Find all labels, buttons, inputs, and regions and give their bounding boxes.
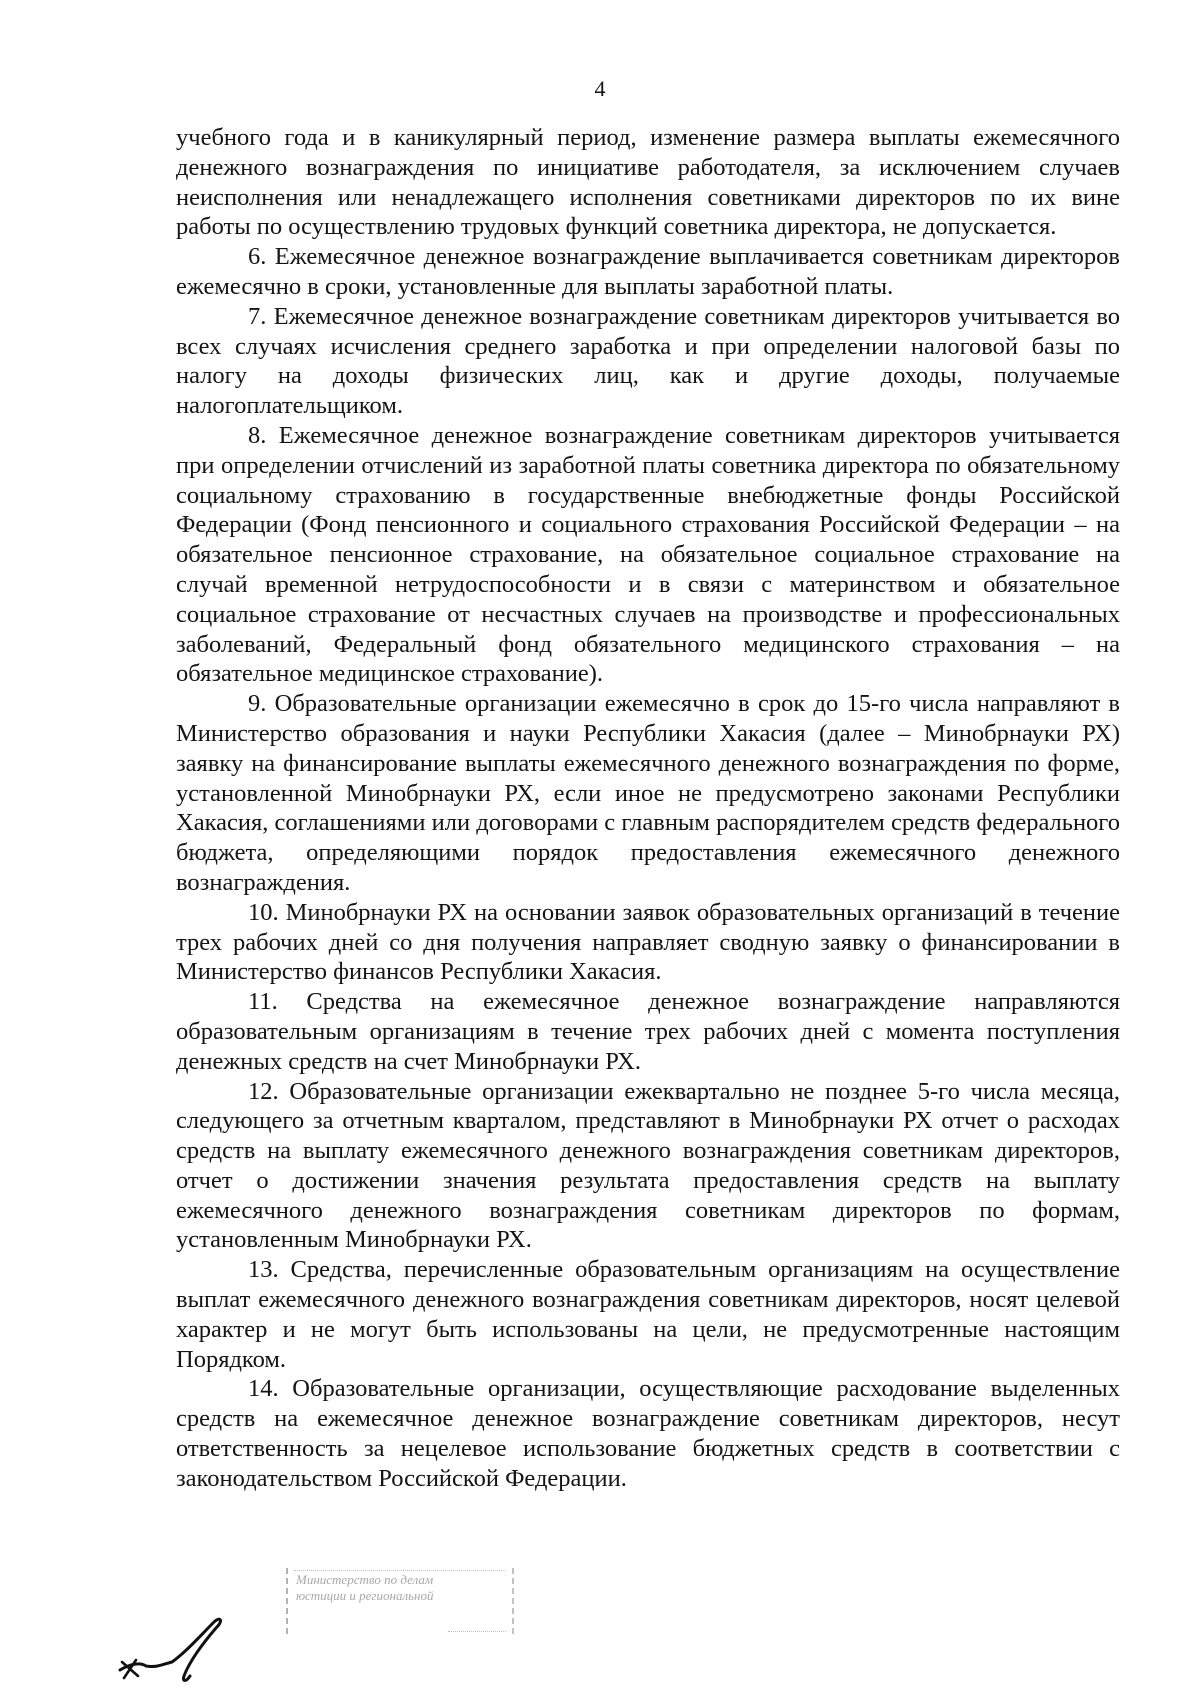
handwritten-signature (116, 1612, 236, 1688)
stamp-line-2: юстиции и региональной (296, 1588, 434, 1603)
page-number: 4 (594, 76, 606, 101)
registration-stamp (286, 1568, 514, 1634)
paragraph-12: 12. Образовательные организации ежеквартально не позднее 5-го числа месяца, следующего за отчетным кварталом, представляют в Минобрнауки РХ отчет о расходах средств на выплату ежемесячного денежного вознаграждения советникам директоров, отчет о достижении значения результата предоставления средств на выплату ежемесячного денежного вознаграждения советникам директоров по формам, установленным Минобрнауки РХ. (176, 1077, 1120, 1254)
paragraph-14: 14. Образовательные организации, осуществляющие расходование выделенных средств на ежемесячное денежное вознаграждение советникам директоров, несут ответственность за нецелевое использование бюджетных средств в соответствии с законодательством Российской Федерации. (176, 1375, 1120, 1492)
paragraph-continuation: учебного года и в каникулярный период, изменение размера выплаты ежемесячного денежного вознаграждения по инициативе работодателя, за исключением случаев неисполнения или ненадлежащего исполнения советниками директоров по их вине работы по осуществлению трудовых функций советника директора, не допускается. (176, 124, 1120, 241)
paragraph-6: 6. Ежемесячное денежное вознаграждение выплачивается советникам директоров ежемесячно в сроки, установленные для выплаты заработной платы. (176, 243, 1120, 300)
document-body (176, 123, 1120, 1494)
stamp-top-rule (294, 1570, 506, 1571)
signature-stroke-main (120, 1619, 220, 1680)
paragraph-9: 9. Образовательные организации ежемесячно в срок до 15-го числа направляют в Министерство образования и науки Республики Хакасия (далее – Минобрнауки РХ) заявку на финансирование выплаты ежемесячного денежного вознаграждения по форме, установленной Минобрнауки РХ, если иное не предусмотрено законами Республики Хакасия, соглашениями или договорами с главным распорядителем средств федерального бюджета, определяющими порядок предоставления ежемесячного денежного вознаграждения. (176, 690, 1120, 896)
paragraph-13: 13. Средства, перечисленные образовательным организациям на осуществление выплат ежемесячного денежного вознаграждения советникам директоров, носят целевой характер и не могут быть использованы на цели, не предусмотренные настоящим Порядком. (176, 1256, 1120, 1373)
paragraph-8: 8. Ежемесячное денежное вознаграждение советникам директоров учитывается при определении отчислений из заработной платы советника директора по обязательному социальному страхованию в государственные внебюджетные фонды Российской Федерации (Фонд пенсионного и социального страхования Российской Федерации – на обязательное пенсионное страхование, на обязательное социальное страхование на случай временной нетрудоспособности и в связи с материнством и обязательное социальное страхование от несчастных случаев на производстве и профессиональных заболеваний, Федеральный фонд обязательного медицинского страхования – на обязательное медицинское страхование). (176, 421, 1120, 688)
paragraph-10: 10. Минобрнауки РХ на основании заявок образовательных организаций в течение трех рабочих дней со дня получения направляет сводную заявку о финансировании в Министерство финансов Республики Хакасия. (176, 898, 1120, 986)
paragraph-7: 7. Ежемесячное денежное вознаграждение советникам директоров учитывается во всех случаях исчисления среднего заработка и при определении налоговой базы по налогу на доходы физических лиц, как и другие доходы, получаемые налогоплательщиком. (176, 302, 1120, 420)
stamp-line-1: Министерство по делам (296, 1572, 434, 1587)
paragraph-11: 11. Средства на ежемесячное денежное вознаграждение направляются образовательным организациям в течение трех рабочих дней с момента поступления денежных средств на счет Минобрнауки РХ. (176, 988, 1120, 1075)
stamp-bottom-rule (448, 1631, 506, 1632)
